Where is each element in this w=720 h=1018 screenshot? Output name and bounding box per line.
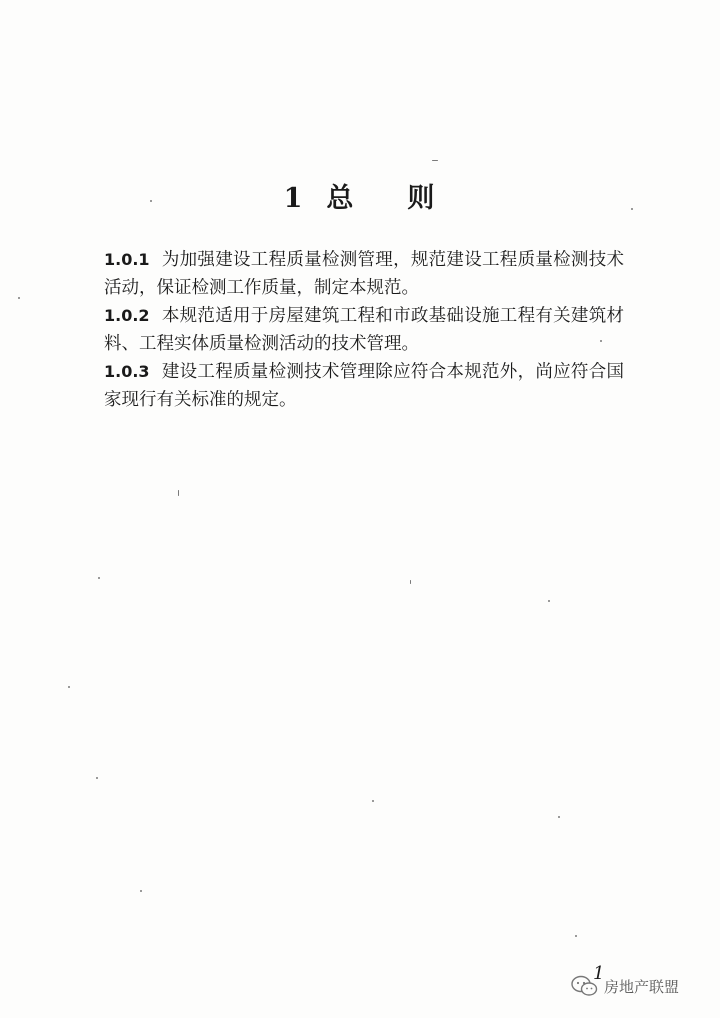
clause-1-0-3 [104, 358, 624, 414]
scan-speck [631, 208, 633, 210]
clause-1-0-1 [104, 246, 624, 302]
watermark [570, 975, 679, 997]
clause-text: 建设工程质量检测技术管理除应符合本规范外，尚应符合国家现行有关标准的规定。 [104, 362, 624, 410]
scan-speck [18, 297, 20, 299]
clause-text: 为加强建设工程质量检测管理，规范建设工程质量检测技术活动，保证检测工作质量，制定本规范。 [104, 250, 624, 298]
scan-speck [372, 800, 374, 802]
scan-speck [558, 816, 560, 818]
scan-speck [150, 200, 152, 202]
clause-number: 1.0.1 [104, 250, 150, 269]
clause-number: 1.0.2 [104, 306, 150, 325]
scan-speck [98, 577, 100, 579]
chapter-number: 1 [283, 183, 305, 214]
scan-speck [575, 935, 577, 937]
chapter-title [0, 176, 720, 215]
scan-speck [410, 580, 411, 584]
clause-number: 1.0.3 [104, 362, 150, 381]
clause-text: 本规范适用于房屋建筑工程和市政基础设施工程有关建筑材料、工程实体质量检测活动的技术管理。 [104, 306, 624, 354]
scan-speck [432, 160, 438, 161]
chapter-title-char-2: 则 [407, 183, 437, 214]
page-number: 1 [593, 963, 605, 984]
scan-speck [140, 890, 142, 892]
scan-speck [96, 777, 98, 779]
wechat-icon [570, 975, 598, 997]
scan-speck [178, 490, 179, 496]
scan-speck [68, 686, 70, 688]
scan-speck [548, 600, 550, 602]
watermark-text: 房地产联盟 [604, 977, 680, 996]
scan-speck [600, 340, 602, 342]
chapter-title-char-1: 总 [326, 183, 356, 214]
clause-1-0-2 [104, 302, 624, 358]
chapter-body [104, 246, 624, 414]
